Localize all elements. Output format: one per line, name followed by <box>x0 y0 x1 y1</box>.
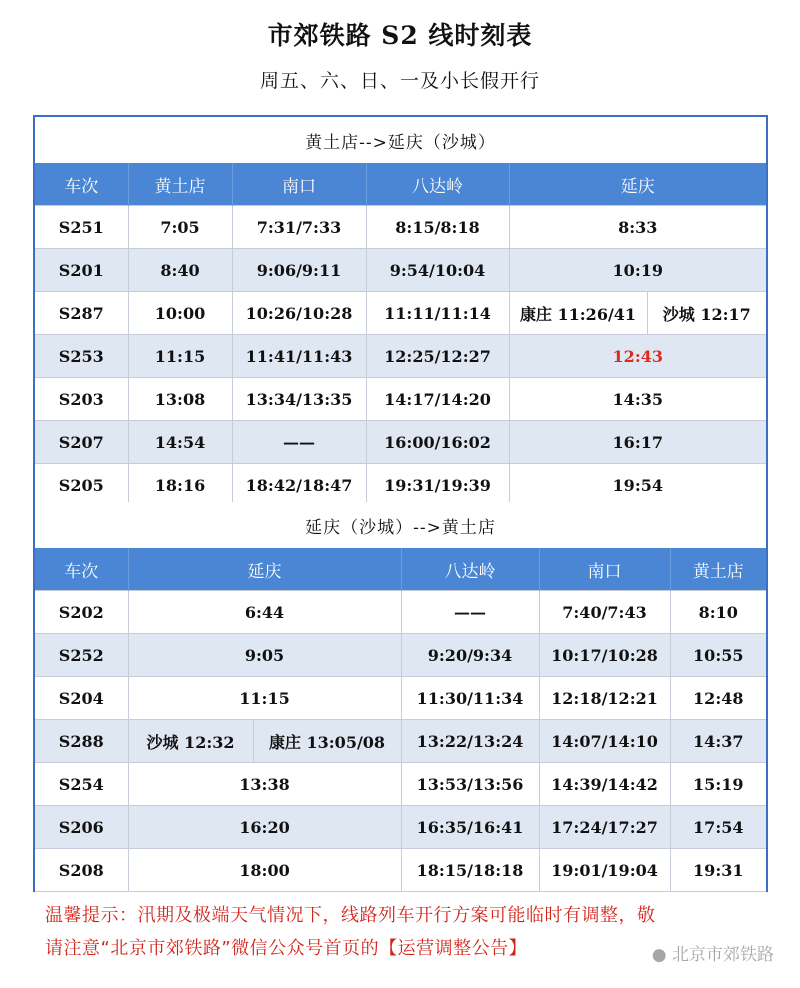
train-number: S205 <box>35 464 128 507</box>
time-cell: 14:35 <box>509 378 766 421</box>
header-nankou: 南口 <box>232 163 366 206</box>
train-number: S288 <box>35 720 128 763</box>
time-cell-kangzhuang: 康庄 11:26/41 <box>509 292 647 335</box>
time-cell: 8:40 <box>128 249 232 292</box>
time-cell: 9:20/9:34 <box>401 634 539 677</box>
table-row <box>35 591 766 634</box>
time-cell: 14:39/14:42 <box>539 763 670 806</box>
train-number: S203 <box>35 378 128 421</box>
time-cell: 10:55 <box>670 634 766 677</box>
header-train: 车次 <box>35 163 128 206</box>
train-number: S202 <box>35 591 128 634</box>
time-cell: 9:54/10:04 <box>366 249 509 292</box>
time-cell: 18:42/18:47 <box>232 464 366 507</box>
wechat-icon: ● <box>651 945 667 965</box>
header-yanqing: 延庆 <box>509 163 766 206</box>
time-cell: 11:30/11:34 <box>401 677 539 720</box>
time-cell: 14:17/14:20 <box>366 378 509 421</box>
time-cell: 9:06/9:11 <box>232 249 366 292</box>
time-cell: —— <box>401 591 539 634</box>
time-cell: 16:00/16:02 <box>366 421 509 464</box>
time-cell: 14:54 <box>128 421 232 464</box>
time-cell: 19:54 <box>509 464 766 507</box>
train-number: S251 <box>35 206 128 249</box>
notice-line-1: 温馨提示：汛期及极端天气情况下，线路列车开行方案可能临时有调整，敬 <box>45 905 656 926</box>
time-cell: 19:31 <box>670 849 766 892</box>
train-number: S207 <box>35 421 128 464</box>
page-subtitle: 周五、六、日、一及小长假开行 <box>259 70 540 92</box>
train-number: S208 <box>35 849 128 892</box>
time-cell: 14:37 <box>670 720 766 763</box>
train-number: S252 <box>35 634 128 677</box>
time-cell: 7:31/7:33 <box>232 206 366 249</box>
time-cell: 17:54 <box>670 806 766 849</box>
time-cell: 11:41/11:43 <box>232 335 366 378</box>
time-cell: 10:00 <box>128 292 232 335</box>
time-cell: 16:35/16:41 <box>401 806 539 849</box>
time-cell-highlight: 12:43 <box>509 335 766 378</box>
time-cell: 11:15 <box>128 335 232 378</box>
header-badaling: 八达岭 <box>401 548 539 591</box>
timetable-inbound <box>35 502 766 892</box>
time-cell: 13:38 <box>128 763 401 806</box>
time-cell: 18:16 <box>128 464 232 507</box>
time-cell: 17:24/17:27 <box>539 806 670 849</box>
time-cell: 16:20 <box>128 806 401 849</box>
table-row <box>35 206 766 249</box>
header-nankou: 南口 <box>539 548 670 591</box>
time-cell: 19:01/19:04 <box>539 849 670 892</box>
table-row <box>35 378 766 421</box>
time-cell: 7:05 <box>128 206 232 249</box>
time-cell: 8:15/8:18 <box>366 206 509 249</box>
time-cell: 12:18/12:21 <box>539 677 670 720</box>
train-number: S204 <box>35 677 128 720</box>
table-row <box>35 464 766 507</box>
time-cell: 12:48 <box>670 677 766 720</box>
timetable-outbound <box>35 117 766 507</box>
header-huangtudian: 黄土店 <box>128 163 232 206</box>
header-train: 车次 <box>35 548 128 591</box>
table-row <box>35 634 766 677</box>
time-cell: —— <box>232 421 366 464</box>
time-cell: 10:17/10:28 <box>539 634 670 677</box>
train-number: S253 <box>35 335 128 378</box>
time-cell: 10:26/10:28 <box>232 292 366 335</box>
time-cell: 9:05 <box>128 634 401 677</box>
time-cell-shacheng: 沙城 12:32 <box>128 720 253 763</box>
time-cell: 8:10 <box>670 591 766 634</box>
watermark-text: 北京市郊铁路 <box>672 945 774 965</box>
time-cell: 7:40/7:43 <box>539 591 670 634</box>
time-cell: 19:31/19:39 <box>366 464 509 507</box>
time-cell: 11:15 <box>128 677 401 720</box>
time-cell: 15:19 <box>670 763 766 806</box>
table-row <box>35 249 766 292</box>
timetable-board <box>33 115 768 892</box>
table-row <box>35 677 766 720</box>
table-row <box>35 849 766 892</box>
time-cell: 8:33 <box>509 206 766 249</box>
train-number: S287 <box>35 292 128 335</box>
time-cell: 13:08 <box>128 378 232 421</box>
time-cell: 6:44 <box>128 591 401 634</box>
train-number: S206 <box>35 806 128 849</box>
table-row <box>35 292 766 335</box>
table-row <box>35 806 766 849</box>
header-huangtudian: 黄土店 <box>670 548 766 591</box>
table-row <box>35 763 766 806</box>
time-cell: 13:34/13:35 <box>232 378 366 421</box>
header-yanqing: 延庆 <box>128 548 401 591</box>
watermark <box>652 940 774 965</box>
notice-line-2: 请注意“北京市郊铁路”微信公众号首页的【运营调整公告】 <box>45 938 528 959</box>
table-row <box>35 335 766 378</box>
time-cell: 11:11/11:14 <box>366 292 509 335</box>
time-cell: 13:22/13:24 <box>401 720 539 763</box>
table-row <box>35 421 766 464</box>
time-cell-kangzhuang: 康庄 13:05/08 <box>253 720 401 763</box>
train-number: S201 <box>35 249 128 292</box>
time-cell: 14:07/14:10 <box>539 720 670 763</box>
table-row <box>35 720 766 763</box>
time-cell: 13:53/13:56 <box>401 763 539 806</box>
time-cell: 16:17 <box>509 421 766 464</box>
time-cell: 12:25/12:27 <box>366 335 509 378</box>
header-badaling: 八达岭 <box>366 163 509 206</box>
direction-inbound: 延庆（沙城）-->黄土店 <box>35 502 766 548</box>
time-cell: 18:15/18:18 <box>401 849 539 892</box>
time-cell-shacheng: 沙城 12:17 <box>647 292 766 335</box>
time-cell: 10:19 <box>509 249 766 292</box>
train-number: S254 <box>35 763 128 806</box>
page-title: 市郊铁路 S2 线时刻表 <box>267 21 533 50</box>
time-cell: 18:00 <box>128 849 401 892</box>
direction-outbound: 黄土店-->延庆（沙城） <box>35 117 766 163</box>
